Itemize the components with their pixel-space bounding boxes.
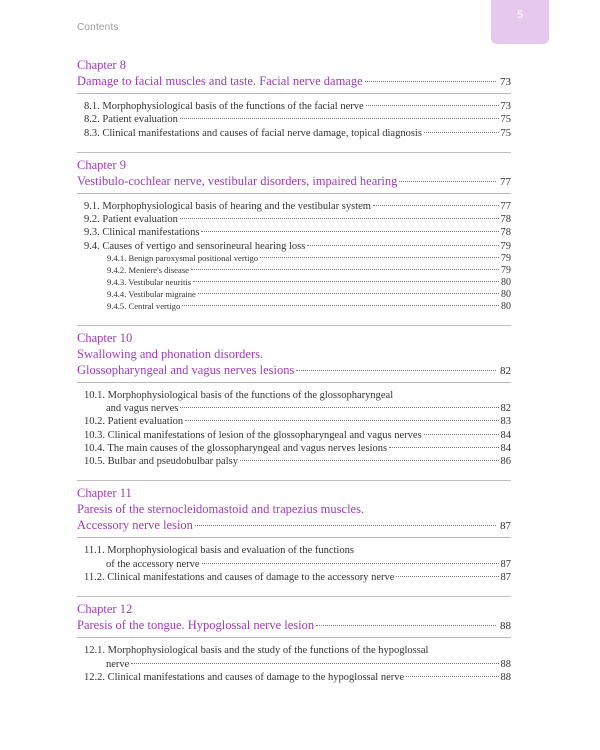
entry-page: 88 [500,658,511,670]
entry-text: 8.1. Morphophysiological basis of the functions of the facial nerve [84,101,364,112]
dot-leader [296,370,496,371]
chapter-title[interactable] [77,362,511,379]
dot-leader [424,434,499,435]
chapter-title-text: Glossopharyngeal and vagus nerves lesions [77,362,295,377]
chapter-title-text: Vestibulo-cochlear nerve, vestibular disorders, impaired hearing [77,173,398,188]
dot-leader [131,663,498,664]
entry-page: 80 [501,276,511,288]
entry-text: 9.4.1. Benign paroxysmal positional vertigo [107,253,259,264]
entry-text: 12.2. Clinical manifestations and causes of damage to the hypoglossal nerve [84,671,405,683]
chapter-label: Chapter 8 [77,58,126,72]
chapter-title-text: Paresis of the tongue. Hypoglossal nerve lesion [77,618,315,633]
entry-text: 11.2. Clinical manifestations and causes of damage to the accessory nerve [84,571,395,583]
dot-leader [202,563,499,564]
dot-leader [191,269,499,270]
entry-page: 84 [500,429,511,441]
dot-leader [365,81,496,82]
entry-text: 9.4.3. Vestibular neuritis [107,276,192,287]
toc-entry[interactable] [77,671,511,684]
entry-text: 9.1. Morphophysiological basis of hearing and the vestibular system [84,200,371,212]
toc-entry-line1[interactable] [77,389,511,402]
page-number: 5 [516,9,524,21]
entry-page: 77 [500,200,511,212]
entry-page: 75 [500,127,511,139]
entry-text: 10.3. Clinical manifestations of lesion of the glossopharyngeal and vagus nerves [84,429,422,441]
dot-leader [180,118,499,119]
toc-entry[interactable] [77,127,511,140]
entry-text: 9.2. Patient evaluation [84,214,178,226]
toc-entry[interactable] [77,200,511,213]
chapter-9 [77,157,511,313]
toc-entry[interactable] [77,455,511,468]
toc-entry[interactable] [77,571,511,584]
dot-leader [424,132,499,133]
dot-leader [316,625,496,626]
entry-page: 82 [500,402,511,414]
toc-entry-line2[interactable] [77,558,511,571]
entry-page: 83 [500,416,511,428]
toc-entry[interactable] [77,113,511,126]
page-number-tab [491,0,549,44]
chapter-title[interactable] [77,617,511,634]
entry-page: 88 [500,671,511,683]
entry-text: 12.1. Morphophysiological basis and the study of the functions of the hypoglossal [84,645,429,657]
entry-text: 10.4. The main causes of the glossopharyngeal and vagus nerves lesions [84,442,388,454]
entry-page: 84 [500,442,511,454]
dot-leader [180,218,499,219]
toc-subentry[interactable] [77,289,511,301]
dot-leader [260,257,499,258]
chapter-label: Chapter 12 [77,602,133,617]
entry-text: 8.2. Patient evaluation [84,114,178,126]
dot-leader [201,231,498,232]
section-divider [77,480,511,481]
chapter-label: Chapter 10 [77,330,133,345]
entry-text: 9.4.5. Central vertigo [107,300,181,311]
chapter-page: 88 [500,620,511,633]
toc-entry-line2[interactable] [77,658,511,671]
dot-leader [240,460,499,461]
dot-leader [406,676,498,677]
toc-entry-line2[interactable] [77,402,511,415]
entry-text: nerve [106,658,130,670]
entry-page: 87 [500,571,511,583]
toc-entry-line1[interactable] [77,544,511,557]
chapter-page: 82 [500,364,511,377]
entry-page: 75 [500,114,511,126]
table-of-contents [77,57,511,684]
entry-page: 78 [500,214,511,226]
dot-leader [366,105,499,106]
toc-subentry[interactable] [77,277,511,289]
toc-entry[interactable] [77,442,511,455]
entry-text: 9.4.4. Vestibular migraine [107,288,196,299]
entry-page: 79 [501,264,511,276]
chapter-page: 87 [500,520,511,533]
entry-text: 10.5. Bulbar and pseudobulbar palsy [84,456,238,468]
entry-text: of the accessory nerve [106,558,200,570]
entry-text: 10.1. Morphophysiological basis of the functions of the glossopharyngeal [84,389,394,401]
entry-text: 11.1. Morphophysiological basis and evaluation of the functions [84,545,354,557]
toc-entry[interactable] [77,100,511,113]
chapter-10 [77,330,511,469]
dot-leader [180,407,498,408]
chapter-page: 77 [500,175,511,188]
chapter-title-line1: Swallowing and phonation disorders. [77,346,264,361]
dot-leader [396,576,498,577]
chapter-rule [77,193,511,194]
chapter-title-text: Damage to facial muscles and taste. Facial nerve damage [77,74,363,88]
chapter-title[interactable] [77,517,511,534]
entry-text: and vagus nerves [106,402,179,414]
entry-page: 79 [500,240,511,252]
toc-entry-line1[interactable] [77,644,511,657]
chapter-12 [77,601,511,684]
dot-leader [182,305,499,306]
chapter-rule [77,382,511,383]
dot-leader [193,281,499,282]
chapter-rule [77,537,511,538]
chapter-title-line1: Paresis of the sternocleidomastoid and trapezius muscles. [77,502,365,517]
entry-text: 9.4. Causes of vertigo and sensorineural hearing loss [84,240,306,252]
dot-leader [389,447,498,448]
dot-leader [399,181,496,182]
entry-text: 9.3. Clinical manifestations [84,227,200,239]
chapter-11 [77,485,511,584]
chapter-title-text: Accessory nerve lesion [77,518,193,533]
entry-text: 10.2. Patient evaluation [84,416,184,428]
toc-subentry[interactable] [77,301,511,313]
chapter-rule [77,93,511,94]
chapter-page: 73 [500,76,511,88]
chapter-label: Chapter 9 [77,157,126,172]
entry-page: 78 [500,227,511,239]
dot-leader [307,245,498,246]
dot-leader [373,205,499,206]
section-divider [77,596,511,597]
toc-entry[interactable] [77,415,511,428]
toc-subentry[interactable] [77,253,511,265]
entry-page: 80 [501,288,511,300]
running-head: Contents [77,22,119,33]
entry-page: 79 [501,253,511,265]
section-divider [77,325,511,326]
entry-page: 87 [500,558,511,570]
entry-text: 8.3. Clinical manifestations and causes of facial nerve damage, topical diagnosis [84,127,422,139]
dot-leader [198,293,499,294]
entry-page: 86 [500,456,511,468]
dot-leader [185,420,498,421]
toc-entry[interactable] [77,226,511,239]
entry-page: 80 [501,300,511,312]
section-divider [77,152,511,153]
chapter-title[interactable] [77,73,511,90]
toc-entry[interactable] [77,429,511,442]
chapter-8 [77,57,511,140]
toc-entry[interactable] [77,240,511,253]
toc-subentry[interactable] [77,265,511,277]
toc-entry[interactable] [77,213,511,226]
entry-page: 73 [500,101,511,112]
entry-text: 9.4.2. Meniere's disease [107,264,189,275]
chapter-rule [77,637,511,638]
chapter-title[interactable] [77,173,511,190]
dot-leader [195,525,496,526]
chapter-label: Chapter 11 [77,486,132,501]
